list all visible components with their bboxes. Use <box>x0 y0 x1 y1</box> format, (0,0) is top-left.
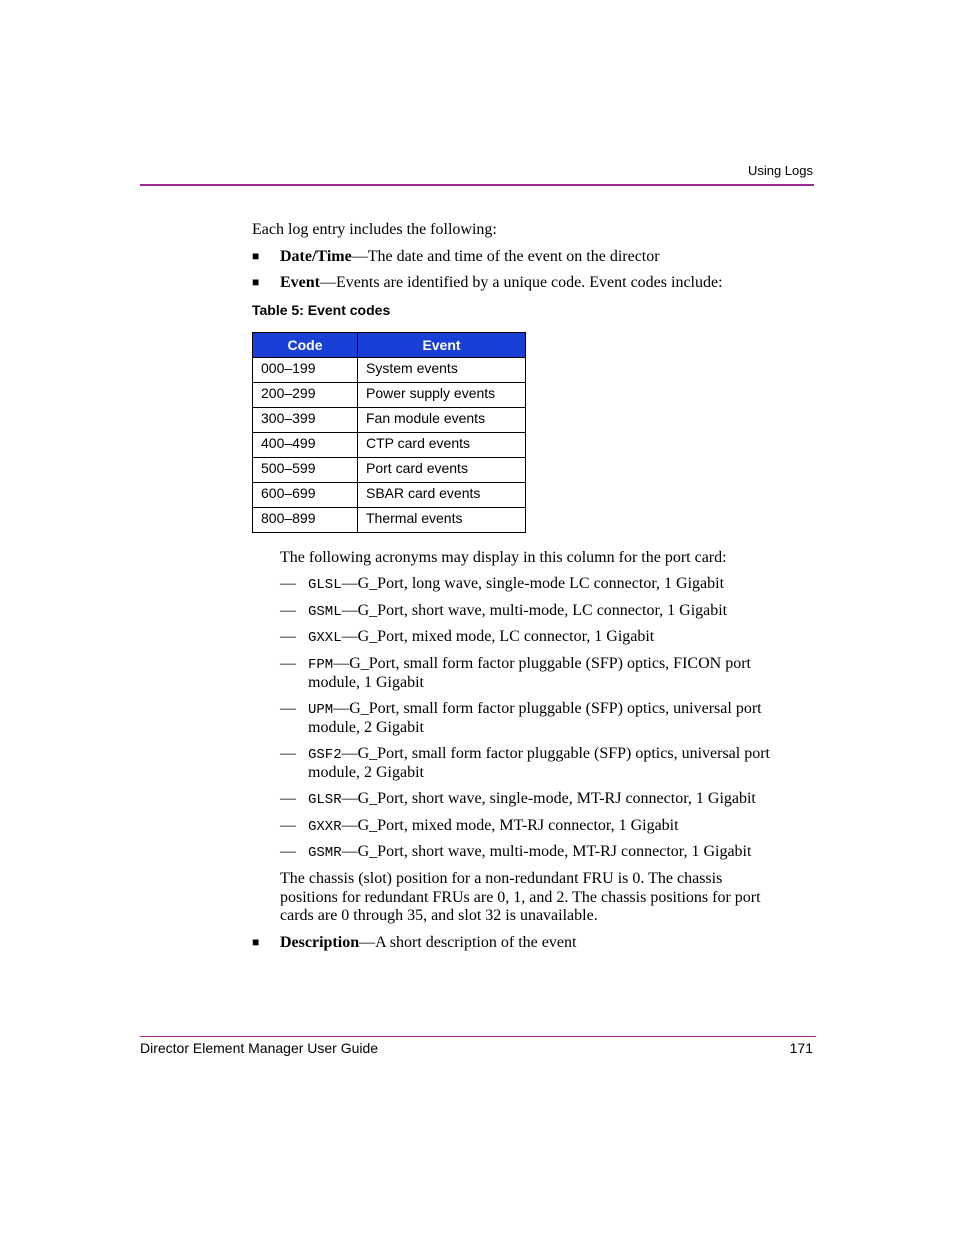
acronym-desc: —G_Port, mixed mode, MT-RJ connector, 1 Gigabit <box>341 817 679 834</box>
acronym-code: UPM <box>308 702 334 718</box>
footer-title: Director Element Manager User Guide <box>140 1040 379 1056</box>
acronym-desc: —G_Port, small form factor pluggable (SFP) optics, universal port <box>341 745 770 762</box>
event-cell: System events <box>358 358 526 383</box>
acronym-code: GXXR <box>308 819 342 835</box>
table-row <box>253 458 526 483</box>
acronym-desc: —G_Port, long wave, single-mode LC connector, 1 Gigabit <box>341 575 725 592</box>
code-cell: 400–499 <box>253 433 358 458</box>
dash-marker: — <box>280 575 296 592</box>
table-row <box>253 408 526 433</box>
dash-marker: — <box>280 700 296 717</box>
acronym-desc-cont: module, 1 Gigabit <box>308 674 424 691</box>
acronym-desc: —G_Port, short wave, multi-mode, LC connector, 1 Gigabit <box>341 602 728 619</box>
acronym-desc: —G_Port, short wave, multi-mode, MT-RJ connector, 1 Gigabit <box>341 843 752 860</box>
bullet-term: Description <box>280 934 360 951</box>
acronym-desc: —G_Port, small form factor pluggable (SFP) optics, FICON port <box>333 655 751 672</box>
event-cell: CTP card events <box>358 433 526 458</box>
table-caption: Table 5: Event codes <box>252 302 391 318</box>
dash-marker: — <box>280 602 296 619</box>
table-row <box>253 483 526 508</box>
acronym-code: GSF2 <box>308 747 342 763</box>
event-cell: Fan module events <box>358 408 526 433</box>
page-number: 171 <box>789 1040 813 1056</box>
table-row <box>253 383 526 408</box>
code-cell: 000–199 <box>253 358 358 383</box>
dash-marker: — <box>280 817 296 834</box>
code-cell: 500–599 <box>253 458 358 483</box>
event-cell: Thermal events <box>358 508 526 533</box>
acronyms-intro: The following acronyms may display in this column for the port card: <box>280 549 727 566</box>
event-cell: Power supply events <box>358 383 526 408</box>
header-rule <box>140 184 814 186</box>
bullet-text: —Events are identified by a unique code. Event codes include: <box>320 274 723 291</box>
dash-marker: — <box>280 843 296 860</box>
running-header: Using Logs <box>747 163 813 178</box>
dash-marker: — <box>280 790 296 807</box>
code-cell: 200–299 <box>253 383 358 408</box>
acronym-desc-cont: module, 2 Gigabit <box>308 719 424 736</box>
acronym-code: GSML <box>308 604 342 620</box>
acronym-desc: —G_Port, mixed mode, LC connector, 1 Gigabit <box>341 628 655 645</box>
event-codes-table <box>252 332 526 533</box>
bullet-square-icon: ■ <box>252 275 260 289</box>
dash-marker: — <box>280 745 296 762</box>
chassis-paragraph <box>280 870 761 926</box>
acronym-code: GXXL <box>308 630 342 646</box>
acronym-desc-cont: module, 2 Gigabit <box>308 764 424 781</box>
dash-marker: — <box>280 628 296 645</box>
code-cell: 300–399 <box>253 408 358 433</box>
code-cell: 600–699 <box>253 483 358 508</box>
bullet-square-icon: ■ <box>252 249 260 263</box>
acronym-desc: —G_Port, small form factor pluggable (SFP) optics, universal port <box>333 700 762 717</box>
event-cell: Port card events <box>358 458 526 483</box>
table-row <box>253 433 526 458</box>
acronym-code: GLSL <box>308 577 342 593</box>
bullet-term: Event <box>280 274 320 291</box>
chassis-line: cards are 0 through 35, and slot 32 is unavailable. <box>280 907 598 924</box>
acronym-code: GSMR <box>308 845 342 861</box>
dash-marker: — <box>280 655 296 672</box>
footer-rule <box>140 1036 816 1037</box>
table-row <box>253 358 526 383</box>
table-header-row <box>253 333 526 358</box>
acronym-code: GLSR <box>308 792 342 808</box>
code-cell: 800–899 <box>253 508 358 533</box>
acronym-code: FPM <box>308 657 334 673</box>
column-header-event: Event <box>358 333 526 358</box>
bullet-text: —The date and time of the event on the director <box>351 248 660 265</box>
column-header-code: Code <box>253 333 358 358</box>
acronym-desc: —G_Port, short wave, single-mode, MT-RJ connector, 1 Gigabit <box>341 790 756 807</box>
bullet-text: —A short description of the event <box>359 934 577 951</box>
bullet-term: Date/Time <box>280 248 352 265</box>
chassis-line: The chassis (slot) position for a non-redundant FRU is 0. The chassis <box>280 870 723 887</box>
intro-text: Each log entry includes the following: <box>252 221 497 238</box>
bullet-square-icon: ■ <box>252 935 260 949</box>
event-cell: SBAR card events <box>358 483 526 508</box>
chassis-line: positions for redundant FRUs are 0, 1, and 2. The chassis positions for port <box>280 888 761 906</box>
table-row <box>253 508 526 533</box>
